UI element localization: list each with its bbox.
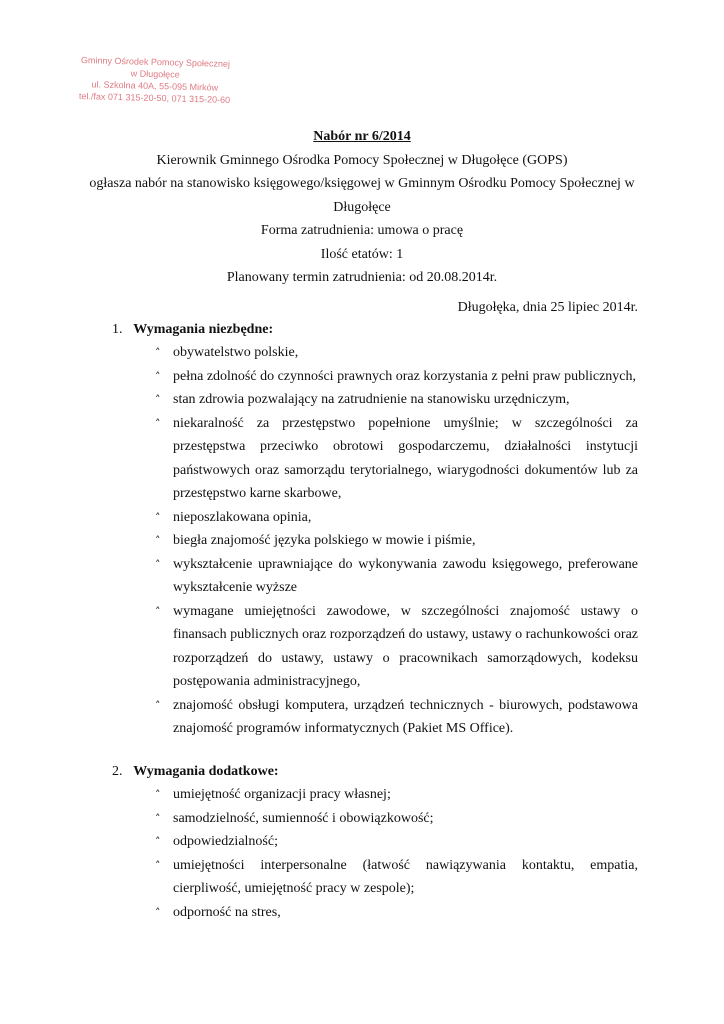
up-arrowhead-icon: ˄ [155, 369, 161, 383]
section-title: Wymagania niezbędne: [133, 322, 274, 337]
document-title: Nabór nr 6/2014 [313, 129, 411, 144]
list-item [112, 854, 638, 901]
list-item-text: niekaralność za przestępstwo popełnione umyślnie; w szczególności za przestępstwa przeciwko obrotowi gospodarczemu, działalności instytucji państwowych oraz samorządu terytorialnego, wiarygodności dokumentów lub za przestępstwo karne skarbowe, [173, 415, 638, 501]
section-heading [112, 318, 638, 341]
list-item-text: umiejętność organizacji pracy własnej; [173, 787, 391, 802]
section-heading [112, 760, 638, 783]
up-arrowhead-icon: ˄ [155, 393, 161, 406]
header-line-announcement: ogłasza nabór na stanowisko księgowego/księgowej w Gminnym Ośrodku Pomocy Społecznej w [89, 176, 635, 191]
up-arrowhead-icon: ˄ [155, 905, 161, 919]
list-item-text: pełna zdolność do czynności prawnych oraz korzystania z pełni praw publicznych, [173, 368, 636, 384]
list-item-text: biegła znajomość języka polskiego w mowie i piśmie, [173, 533, 476, 548]
list-item-text: samodzielność, sumienność i obowiązkowość; [173, 810, 434, 826]
list-item-text: umiejętności interpersonalne (łatwość nawiązywania kontaktu, empatia, cierpliwość, umiejętność pracy w zespole); [173, 857, 638, 896]
section-number: 2. [112, 764, 123, 779]
list-item [112, 365, 638, 389]
up-arrowhead-icon: ˄ [155, 604, 161, 618]
positions-count: Ilość etatów: 1 [320, 246, 404, 262]
section-additional [112, 760, 638, 924]
list-item [112, 553, 638, 600]
header-line-location: Długołęce [333, 199, 391, 215]
list-item-text: odporność na stres, [173, 904, 281, 920]
list-item [112, 412, 638, 506]
requirements-list [112, 341, 638, 741]
up-arrowhead-icon: ˄ [155, 534, 161, 547]
list-item-text: stan zdrowia pozwalający na zatrudnienie na stanowisku urzędniczym, [173, 392, 570, 407]
up-arrowhead-icon: ˄ [155, 346, 161, 359]
up-arrowhead-icon: ˄ [155, 698, 161, 712]
stamp-line: tel./fax 071 315-20-50, 071 315-20-60 [78, 91, 231, 105]
list-item [112, 506, 638, 530]
up-arrowhead-icon: ˄ [155, 557, 161, 571]
place-and-date: Długołęka, dnia 25 lipiec 2014r. [457, 300, 638, 315]
employment-form: Forma zatrudnienia: umowa o pracę [260, 223, 464, 238]
header-line-issuer: Kierownik Gminnego Ośrodka Pomocy Społecznej w Długołęce (GOPS) [156, 152, 568, 168]
up-arrowhead-icon: ˄ [155, 416, 161, 430]
list-item [112, 600, 638, 694]
up-arrowhead-icon: ˄ [155, 835, 161, 848]
stamp-line: ul. Szkolna 40A, 55-095 Mirków [91, 79, 219, 93]
list-item [112, 388, 638, 412]
list-item [112, 830, 638, 854]
up-arrowhead-icon: ˄ [155, 788, 161, 801]
list-item [112, 807, 638, 831]
list-item [112, 341, 638, 365]
up-arrowhead-icon: ˄ [155, 858, 161, 872]
up-arrowhead-icon: ˄ [155, 510, 161, 524]
section-number: 1. [112, 322, 123, 337]
up-arrowhead-icon: ˄ [155, 811, 161, 825]
stamp-line: Gminny Ośrodek Pomocy Społecznej [80, 55, 231, 69]
section-required [112, 318, 638, 741]
planned-start-date: Planowany termin zatrudnienia: od 20.08.2014r. [226, 270, 498, 285]
list-item-text: wykształcenie uprawniające do wykonywania zawodu księgowego, preferowane wykształcenie wyższe [173, 556, 638, 595]
list-item [112, 529, 638, 553]
list-item-text: nieposzlakowana opinia, [173, 509, 312, 525]
list-item-text: obywatelstwo polskie, [173, 345, 299, 360]
list-item-text: znajomość obsługi komputera, urządzeń technicznych - biurowych, podstawowa znajomość programów informatycznych (Pakiet MS Office). [173, 697, 638, 736]
list-item [112, 694, 638, 741]
list-item [112, 901, 638, 925]
organization-stamp [69, 54, 240, 106]
list-item [112, 783, 638, 807]
stamp-line: w Długołęce [130, 68, 180, 80]
announcement-header [0, 125, 724, 290]
list-item-text: wymagane umiejętności zawodowe, w szczególności znajomość ustawy o finansach publicznych oraz rozporządzeń do ustawy, ustawy o rachunkowości oraz rozporządzeń do ustawy, ustawy o pracownikach samorządowych, kodeksu postępowania administracyjnego, [173, 603, 638, 689]
list-item-text: odpowiedzialność; [173, 834, 278, 849]
section-title: Wymagania dodatkowe: [133, 764, 279, 779]
requirements-list [112, 783, 638, 924]
